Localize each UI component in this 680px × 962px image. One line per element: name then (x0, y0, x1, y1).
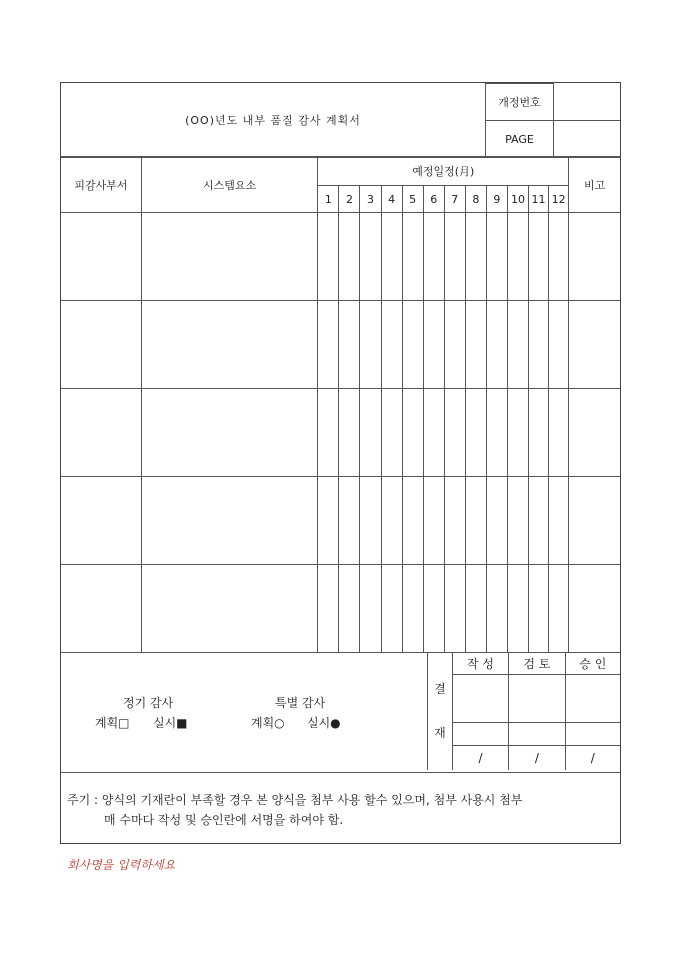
month-cell[interactable] (507, 389, 528, 477)
system-element-cell[interactable] (141, 213, 318, 301)
month-cell[interactable] (339, 213, 360, 301)
month-cell[interactable] (381, 389, 402, 477)
month-cell[interactable] (423, 477, 444, 565)
month-cell[interactable] (528, 477, 548, 565)
footnote-line-1: 주기 : 양식의 기재란이 부족할 경우 본 양식을 첨부 사용 할수 있으며, 첨부 사용시 첨부 (67, 793, 523, 807)
month-cell[interactable] (486, 213, 507, 301)
month-cell[interactable] (465, 213, 486, 301)
month-cell[interactable] (360, 565, 381, 653)
writer-sign-cell[interactable] (452, 675, 508, 722)
month-cell[interactable] (549, 301, 569, 389)
reviewer-name-cell[interactable] (509, 722, 565, 745)
month-cell[interactable] (360, 477, 381, 565)
system-element-cell[interactable] (141, 301, 318, 389)
month-cell[interactable] (486, 477, 507, 565)
month-cell[interactable] (402, 565, 423, 653)
month-cell[interactable] (381, 301, 402, 389)
month-header-9: 9 (486, 186, 507, 213)
month-cell[interactable] (318, 213, 339, 301)
approver-date-cell[interactable]: / (565, 745, 620, 770)
page-value[interactable] (554, 121, 621, 158)
table-row (61, 565, 620, 653)
table-row (61, 477, 620, 565)
col-note-header: 비고 (569, 157, 620, 213)
schedule-body (61, 213, 620, 653)
note-cell[interactable] (569, 477, 620, 565)
approval-col-writer: 작 성 (452, 652, 508, 675)
month-header-12: 12 (549, 186, 569, 213)
approval-table (427, 652, 620, 770)
month-header-6: 6 (423, 186, 444, 213)
month-cell[interactable] (486, 301, 507, 389)
special-done-radio[interactable]: 실시● (307, 716, 341, 730)
month-cell[interactable] (339, 477, 360, 565)
company-name-placeholder[interactable]: 회사명을 입력하세요 (67, 858, 176, 872)
note-cell[interactable] (569, 565, 620, 653)
revision-label: 개정번호 (486, 84, 554, 121)
month-cell[interactable] (528, 565, 548, 653)
approval-label-bottom: 재 (434, 726, 446, 740)
month-cell[interactable] (465, 477, 486, 565)
month-cell[interactable] (381, 477, 402, 565)
form-frame (60, 82, 621, 844)
month-cell[interactable] (465, 301, 486, 389)
special-plan-radio[interactable]: 계획○ (251, 716, 285, 730)
document-title: (OO)년도 내부 품질 감사 계획서 (61, 84, 486, 158)
month-cell[interactable] (486, 565, 507, 653)
month-cell[interactable] (318, 301, 339, 389)
approver-name-cell[interactable] (565, 722, 620, 745)
col-schedule-header: 예정일정(月) (318, 157, 569, 186)
month-cell[interactable] (402, 389, 423, 477)
revision-value[interactable] (554, 84, 621, 121)
month-cell[interactable] (507, 213, 528, 301)
header-table (61, 83, 620, 158)
special-audit-label: 특별 감사 (275, 696, 326, 710)
month-header-2: 2 (339, 186, 360, 213)
schedule-table (61, 156, 620, 653)
system-element-cell[interactable] (141, 477, 318, 565)
regular-done-checkbox[interactable]: 실시■ (153, 716, 188, 730)
month-cell[interactable] (339, 301, 360, 389)
audit-approval-section (61, 652, 620, 772)
month-cell[interactable] (402, 213, 423, 301)
month-header-3: 3 (360, 186, 381, 213)
col-dept-header: 피감사부서 (61, 157, 141, 213)
month-cell[interactable] (402, 301, 423, 389)
month-cell[interactable] (444, 301, 465, 389)
month-cell[interactable] (549, 389, 569, 477)
page-label: PAGE (486, 121, 554, 158)
footnote-box (61, 772, 620, 843)
note-cell[interactable] (569, 213, 620, 301)
month-header-4: 4 (381, 186, 402, 213)
month-cell[interactable] (507, 301, 528, 389)
month-cell[interactable] (423, 565, 444, 653)
system-element-cell[interactable] (141, 565, 318, 653)
month-header-8: 8 (465, 186, 486, 213)
writer-name-cell[interactable] (452, 722, 508, 745)
approval-col-reviewer: 검 토 (509, 652, 565, 675)
regular-plan-checkbox[interactable]: 계획□ (95, 716, 130, 730)
month-header-1: 1 (318, 186, 339, 213)
month-cell[interactable] (360, 301, 381, 389)
month-cell[interactable] (402, 477, 423, 565)
footnote-line-2: 매 수마다 작성 및 승인란에 서명을 하여야 함. (104, 813, 344, 827)
month-cell[interactable] (339, 565, 360, 653)
month-header-5: 5 (402, 186, 423, 213)
dept-cell[interactable] (61, 389, 141, 477)
table-row (61, 301, 620, 389)
month-header-7: 7 (444, 186, 465, 213)
month-cell[interactable] (318, 565, 339, 653)
month-cell[interactable] (465, 389, 486, 477)
month-cell[interactable] (339, 389, 360, 477)
note-cell[interactable] (569, 389, 620, 477)
month-header-10: 10 (507, 186, 528, 213)
approval-col-approver: 승 인 (565, 652, 620, 675)
month-cell[interactable] (528, 301, 548, 389)
dept-cell[interactable] (61, 565, 141, 653)
approval-label-top: 결 (434, 682, 446, 696)
month-cell[interactable] (381, 565, 402, 653)
writer-date-cell[interactable]: / (452, 745, 508, 770)
month-cell[interactable] (486, 389, 507, 477)
month-cell[interactable] (528, 213, 548, 301)
month-cell[interactable] (549, 565, 569, 653)
approver-sign-cell[interactable] (565, 675, 620, 722)
col-system-header: 시스템요소 (141, 157, 318, 213)
month-cell[interactable] (318, 477, 339, 565)
month-cell[interactable] (360, 389, 381, 477)
audit-type-box (61, 652, 427, 772)
dept-cell[interactable] (61, 213, 141, 301)
month-cell[interactable] (507, 565, 528, 653)
month-cell[interactable] (423, 389, 444, 477)
table-row (61, 389, 620, 477)
month-cell[interactable] (423, 213, 444, 301)
month-cell[interactable] (381, 213, 402, 301)
month-cell[interactable] (465, 565, 486, 653)
dept-cell[interactable] (61, 301, 141, 389)
month-cell[interactable] (528, 389, 548, 477)
approval-label (428, 652, 453, 770)
month-header-11: 11 (528, 186, 548, 213)
table-row (61, 213, 620, 301)
system-element-cell[interactable] (141, 389, 318, 477)
month-cell[interactable] (444, 477, 465, 565)
month-cell[interactable] (549, 213, 569, 301)
month-cell[interactable] (444, 213, 465, 301)
month-cell[interactable] (423, 301, 444, 389)
month-cell[interactable] (549, 477, 569, 565)
reviewer-sign-cell[interactable] (509, 675, 565, 722)
month-cell[interactable] (318, 389, 339, 477)
month-cell[interactable] (444, 565, 465, 653)
month-cell[interactable] (444, 389, 465, 477)
dept-cell[interactable] (61, 477, 141, 565)
month-cell[interactable] (507, 477, 528, 565)
regular-audit-label: 정기 감사 (123, 696, 174, 710)
note-cell[interactable] (569, 301, 620, 389)
month-cell[interactable] (360, 213, 381, 301)
reviewer-date-cell[interactable]: / (509, 745, 565, 770)
